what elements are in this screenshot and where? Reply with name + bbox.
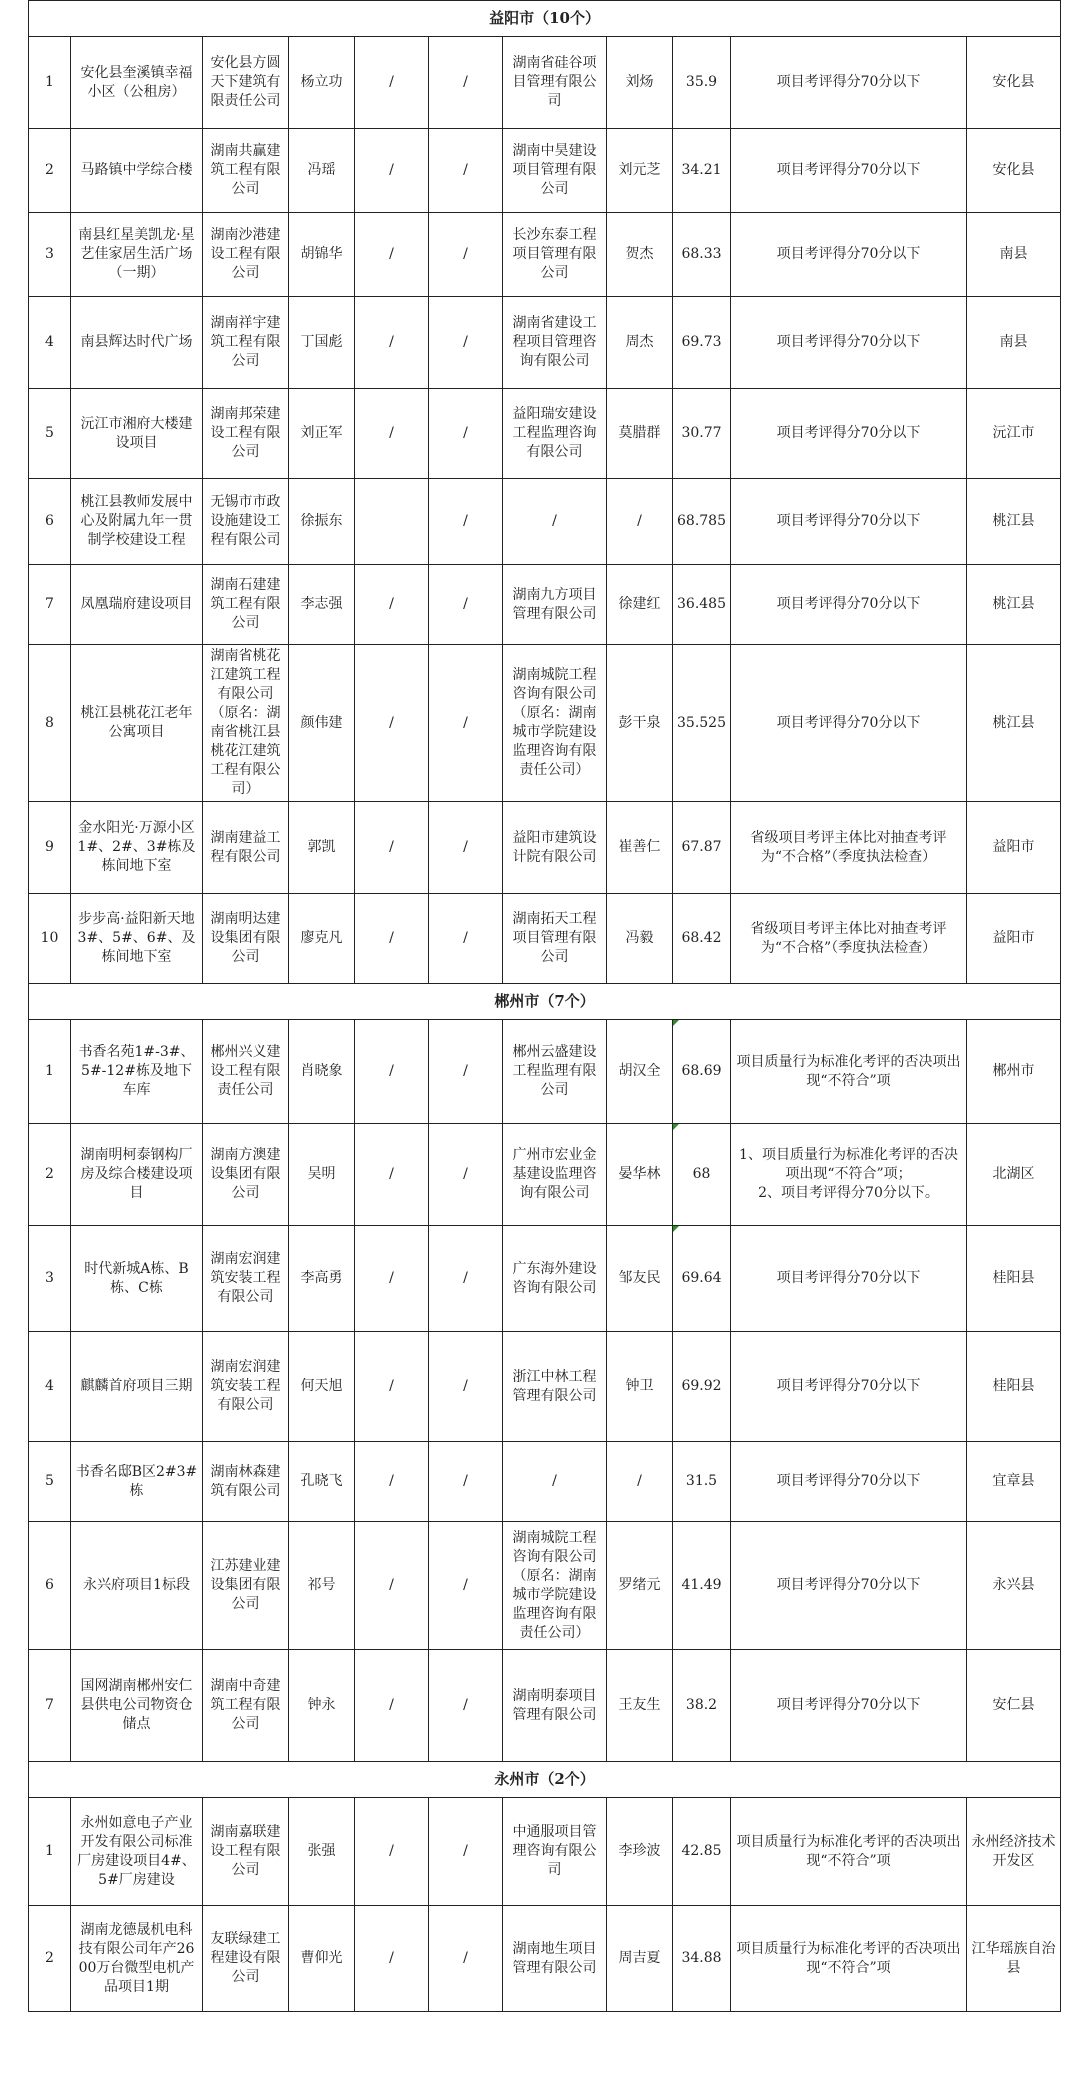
table-cell: 69.92: [673, 1332, 731, 1442]
table-cell: /: [429, 1442, 503, 1522]
section-title: 益阳市（10个）: [29, 1, 1061, 37]
table-cell: 李珍波: [607, 1798, 673, 1906]
table-cell: 钟卫: [607, 1332, 673, 1442]
table-cell: 项目考评得分70分以下: [731, 37, 967, 129]
table-cell: 崔善仁: [607, 802, 673, 894]
table-cell: 6: [29, 1522, 71, 1650]
table-cell: 王友生: [607, 1650, 673, 1762]
table-cell: 彭干泉: [607, 645, 673, 802]
table-cell: 湖南省硅谷项目管理有限公司: [503, 37, 607, 129]
table-cell: 安化县: [967, 129, 1061, 213]
table-cell: /: [355, 1522, 429, 1650]
table-cell: /: [429, 129, 503, 213]
table-cell: 9: [29, 802, 71, 894]
table-cell: 益阳市: [967, 894, 1061, 984]
table-row: [29, 802, 1061, 894]
table-cell: 36.485: [673, 565, 731, 645]
table-cell: 湖南嘉联建设工程有限公司: [203, 1798, 289, 1906]
section-header-row: [29, 1, 1061, 37]
table-cell: 项目考评得分70分以下: [731, 1522, 967, 1650]
table-cell: 42.85: [673, 1798, 731, 1906]
table-cell: 南县辉达时代广场: [71, 297, 203, 389]
table-cell: /: [429, 565, 503, 645]
table-cell: 刘元芝: [607, 129, 673, 213]
table-cell: 刘正军: [289, 389, 355, 479]
table-cell: /: [355, 213, 429, 297]
table-cell: /: [355, 1332, 429, 1442]
table-cell: 4: [29, 297, 71, 389]
table-cell: 68.785: [673, 479, 731, 565]
table-cell: 祁号: [289, 1522, 355, 1650]
table-cell: 邹友民: [607, 1226, 673, 1332]
table-cell: 周杰: [607, 297, 673, 389]
table-cell: 郭凯: [289, 802, 355, 894]
table-row: [29, 1798, 1061, 1906]
table-cell: 时代新城A栋、B栋、C栋: [71, 1226, 203, 1332]
table-cell: 广东海外建设咨询有限公司: [503, 1226, 607, 1332]
table-cell: /: [429, 479, 503, 565]
table-cell: 湖南中奇建筑工程有限公司: [203, 1650, 289, 1762]
table-row: [29, 37, 1061, 129]
table-cell: /: [429, 1650, 503, 1762]
table-cell: 书香名苑1#-3#、5#-12#栋及地下车库: [71, 1020, 203, 1124]
table-cell: /: [429, 1522, 503, 1650]
table-cell: 湖南建益工程有限公司: [203, 802, 289, 894]
table-cell: 30.77: [673, 389, 731, 479]
table-cell: 桃江县桃花江老年公寓项目: [71, 645, 203, 802]
table-cell: 67.87: [673, 802, 731, 894]
table-cell: 1: [29, 1020, 71, 1124]
table-cell: 桂阳县: [967, 1332, 1061, 1442]
table-cell: 5: [29, 1442, 71, 1522]
table-cell: 31.5: [673, 1442, 731, 1522]
table-row: [29, 1906, 1061, 2012]
table-cell: 项目质量行为标准化考评的否决项出现“不符合”项: [731, 1020, 967, 1124]
table-cell: 冯毅: [607, 894, 673, 984]
table-cell: 凤凰瑞府建设项目: [71, 565, 203, 645]
section-header-row: [29, 984, 1061, 1020]
table-cell: 永州经济技术开发区: [967, 1798, 1061, 1906]
table-cell: 项目考评得分70分以下: [731, 389, 967, 479]
table-cell: 益阳市: [967, 802, 1061, 894]
table-cell: 宜章县: [967, 1442, 1061, 1522]
table-cell: 1: [29, 37, 71, 129]
table-cell: 廖克凡: [289, 894, 355, 984]
table-cell: 永兴县: [967, 1522, 1061, 1650]
table-cell: 桂阳县: [967, 1226, 1061, 1332]
table-cell: 10: [29, 894, 71, 984]
table-cell: 湖南方澳建设集团有限公司: [203, 1124, 289, 1226]
table-cell: 34.21: [673, 129, 731, 213]
table-cell: /: [429, 1332, 503, 1442]
table-cell: 8: [29, 645, 71, 802]
table-row: [29, 129, 1061, 213]
table-cell: 麒麟首府项目三期: [71, 1332, 203, 1442]
table-cell: 湖南拓天工程项目管理有限公司: [503, 894, 607, 984]
table-row: [29, 1020, 1061, 1124]
table-cell: /: [355, 802, 429, 894]
table-cell: 2: [29, 129, 71, 213]
table-cell: /: [355, 565, 429, 645]
table-cell: /: [355, 129, 429, 213]
table-cell: /: [355, 645, 429, 802]
table-cell: 安化县方圆天下建筑有限责任公司: [203, 37, 289, 129]
table-cell: 69.73: [673, 297, 731, 389]
table-cell: /: [355, 1906, 429, 2012]
table-cell: /: [503, 1442, 607, 1522]
table-cell: 7: [29, 565, 71, 645]
table-cell: 杨立功: [289, 37, 355, 129]
table-cell: 湖南省建设工程项目管理咨询有限公司: [503, 297, 607, 389]
table-cell: 6: [29, 479, 71, 565]
table-cell: 书香名邸B区2#3#栋: [71, 1442, 203, 1522]
table-cell: 周吉夏: [607, 1906, 673, 2012]
table-cell: 广州市宏业金基建设监理咨询有限公司: [503, 1124, 607, 1226]
table-cell: 项目考评得分70分以下: [731, 129, 967, 213]
table-cell: 湖南城院工程咨询有限公司（原名：湖南城市学院建设监理咨询有限责任公司）: [503, 645, 607, 802]
table-cell: /: [355, 1798, 429, 1906]
table-cell: 68: [673, 1124, 731, 1226]
table-cell: 38.2: [673, 1650, 731, 1762]
table-cell: /: [355, 1020, 429, 1124]
table-cell: 徐振东: [289, 479, 355, 565]
table-cell: 1: [29, 1798, 71, 1906]
section-header-row: [29, 1762, 1061, 1798]
table-cell: 友联绿建工程建设有限公司: [203, 1906, 289, 2012]
table-cell: [355, 479, 429, 565]
table-cell: 浙江中林工程管理有限公司: [503, 1332, 607, 1442]
table-cell: 2: [29, 1124, 71, 1226]
table-cell: 张强: [289, 1798, 355, 1906]
table-cell: 湖南地生项目管理有限公司: [503, 1906, 607, 2012]
table-cell: 刘炀: [607, 37, 673, 129]
table-cell: 永州如意电子产业开发有限公司标准厂房建设项目4#、5#厂房建设: [71, 1798, 203, 1906]
table-cell: 晏华林: [607, 1124, 673, 1226]
table-cell: 项目考评得分70分以下: [731, 1332, 967, 1442]
table-cell: /: [429, 37, 503, 129]
table-cell: 湖南林森建筑有限公司: [203, 1442, 289, 1522]
table-cell: /: [355, 37, 429, 129]
table-cell: 湖南共赢建筑工程有限公司: [203, 129, 289, 213]
table-cell: 北湖区: [967, 1124, 1061, 1226]
table-row: [29, 1650, 1061, 1762]
table-cell: 35.9: [673, 37, 731, 129]
table-cell: 郴州兴义建设工程有限责任公司: [203, 1020, 289, 1124]
table-cell: /: [429, 213, 503, 297]
table-cell: 湖南龙德晟机电科技有限公司年产2600万台微型电机产品项目1期: [71, 1906, 203, 2012]
table-cell: 项目考评得分70分以下: [731, 1442, 967, 1522]
table-cell: /: [607, 1442, 673, 1522]
table-cell: 7: [29, 1650, 71, 1762]
table-cell: /: [355, 1442, 429, 1522]
table-cell: 湖南明柯泰钢构厂房及综合楼建设项目: [71, 1124, 203, 1226]
table-cell: 41.49: [673, 1522, 731, 1650]
table-cell: 颜伟建: [289, 645, 355, 802]
table-row: [29, 1124, 1061, 1226]
table-cell: 项目考评得分70分以下: [731, 213, 967, 297]
table-cell: 益阳市建筑设计院有限公司: [503, 802, 607, 894]
table-cell: 湖南明泰项目管理有限公司: [503, 1650, 607, 1762]
table-row: [29, 645, 1061, 802]
table-cell: 无锡市市政设施建设工程有限公司: [203, 479, 289, 565]
table-cell: 安化县: [967, 37, 1061, 129]
table-cell: 肖晓象: [289, 1020, 355, 1124]
table-cell: 马路镇中学综合楼: [71, 129, 203, 213]
table-cell: 项目考评得分70分以下: [731, 1226, 967, 1332]
table-cell: 南县: [967, 297, 1061, 389]
table-cell: /: [429, 297, 503, 389]
table-cell: 68.42: [673, 894, 731, 984]
table-cell: 李高勇: [289, 1226, 355, 1332]
table-cell: 3: [29, 213, 71, 297]
table-cell: 桃江县: [967, 645, 1061, 802]
table-cell: 李志强: [289, 565, 355, 645]
table-cell: 江华瑶族自治县: [967, 1906, 1061, 2012]
table-cell: 南县: [967, 213, 1061, 297]
table-cell: 胡锦华: [289, 213, 355, 297]
table-cell: 湖南明达建设集团有限公司: [203, 894, 289, 984]
table-cell: 4: [29, 1332, 71, 1442]
table-cell: 湖南城院工程咨询有限公司（原名：湖南城市学院建设监理咨询有限责任公司）: [503, 1522, 607, 1650]
table-cell: /: [429, 1798, 503, 1906]
table-cell: 南县红星美凯龙·星艺佳家居生活广场（一期）: [71, 213, 203, 297]
table-cell: 沅江市: [967, 389, 1061, 479]
table-cell: 中通服项目管理咨询有限公司: [503, 1798, 607, 1906]
table-cell: 项目考评得分70分以下: [731, 297, 967, 389]
table-cell: 湖南中昊建设项目管理有限公司: [503, 129, 607, 213]
table-cell: 国网湖南郴州安仁县供电公司物资仓储点: [71, 1650, 203, 1762]
table-row: [29, 213, 1061, 297]
table-cell: /: [355, 894, 429, 984]
table-cell: 湖南祥宇建筑工程有限公司: [203, 297, 289, 389]
table-cell: 省级项目考评主体比对抽查考评为“不合格”（季度执法检查）: [731, 802, 967, 894]
table-cell: 35.525: [673, 645, 731, 802]
table-cell: 冯瑶: [289, 129, 355, 213]
table-cell: 项目质量行为标准化考评的否决项出现“不符合”项: [731, 1906, 967, 2012]
table-cell: 孔晓飞: [289, 1442, 355, 1522]
table-cell: 钟永: [289, 1650, 355, 1762]
table-cell: 永兴府项目1标段: [71, 1522, 203, 1650]
table-cell: 桃江县: [967, 479, 1061, 565]
table-cell: 徐建红: [607, 565, 673, 645]
table-cell: 省级项目考评主体比对抽查考评为“不合格”（季度执法检查）: [731, 894, 967, 984]
table-cell: 罗绪元: [607, 1522, 673, 1650]
table-cell: 湖南邦荣建设工程有限公司: [203, 389, 289, 479]
table-cell: 湖南省桃花江建筑工程有限公司（原名：湖南省桃江县桃花江建筑工程有限公司）: [203, 645, 289, 802]
table-cell: /: [503, 479, 607, 565]
table-cell: 项目质量行为标准化考评的否决项出现“不符合”项: [731, 1798, 967, 1906]
section-title: 郴州市（7个）: [29, 984, 1061, 1020]
table-cell: 1、项目质量行为标准化考评的否决项出现“不符合”项； 2、项目考评得分70分以下。: [731, 1124, 967, 1226]
table-cell: /: [429, 389, 503, 479]
table-cell: 68.69: [673, 1020, 731, 1124]
table-cell: /: [355, 1124, 429, 1226]
table-row: [29, 1442, 1061, 1522]
project-table: [28, 0, 1061, 2012]
table-row: [29, 1226, 1061, 1332]
table-cell: /: [355, 1226, 429, 1332]
table-cell: 郴州市: [967, 1020, 1061, 1124]
table-cell: 湖南宏润建筑安装工程有限公司: [203, 1226, 289, 1332]
table-cell: 69.64: [673, 1226, 731, 1332]
table-cell: /: [429, 1226, 503, 1332]
table-cell: 沅江市湘府大楼建设项目: [71, 389, 203, 479]
table-cell: 项目考评得分70分以下: [731, 645, 967, 802]
table-cell: 安仁县: [967, 1650, 1061, 1762]
table-cell: 湖南沙港建设工程有限公司: [203, 213, 289, 297]
table-cell: /: [355, 389, 429, 479]
table-cell: /: [429, 1124, 503, 1226]
table-cell: /: [355, 297, 429, 389]
table-cell: 郴州云盛建设工程监理有限公司: [503, 1020, 607, 1124]
table-cell: 丁国彪: [289, 297, 355, 389]
table-cell: /: [607, 479, 673, 565]
table-cell: 湖南九方项目管理有限公司: [503, 565, 607, 645]
table-cell: 湖南石建建筑工程有限公司: [203, 565, 289, 645]
table-cell: 金水阳光·万源小区1#、2#、3#栋及栋间地下室: [71, 802, 203, 894]
table-cell: 胡汉全: [607, 1020, 673, 1124]
table-cell: 安化县奎溪镇幸福小区（公租房）: [71, 37, 203, 129]
section-title: 永州市（2个）: [29, 1762, 1061, 1798]
table-row: [29, 479, 1061, 565]
table-cell: 项目考评得分70分以下: [731, 1650, 967, 1762]
table-cell: 项目考评得分70分以下: [731, 565, 967, 645]
table-row: [29, 565, 1061, 645]
table-row: [29, 297, 1061, 389]
table-cell: 益阳瑞安建设工程监理咨询有限公司: [503, 389, 607, 479]
table-row: [29, 894, 1061, 984]
table-cell: 吴明: [289, 1124, 355, 1226]
table-cell: 34.88: [673, 1906, 731, 2012]
table-cell: /: [429, 1906, 503, 2012]
table-cell: 贺杰: [607, 213, 673, 297]
table-cell: 桃江县: [967, 565, 1061, 645]
table-cell: 莫腊群: [607, 389, 673, 479]
table-cell: 3: [29, 1226, 71, 1332]
table-row: [29, 1522, 1061, 1650]
table-cell: 2: [29, 1906, 71, 2012]
table-cell: /: [429, 802, 503, 894]
table-cell: 何天旭: [289, 1332, 355, 1442]
table-cell: 项目考评得分70分以下: [731, 479, 967, 565]
table-cell: 5: [29, 389, 71, 479]
table-cell: 步步高·益阳新天地3#、5#、6#、及栋间地下室: [71, 894, 203, 984]
table-cell: 曹仰光: [289, 1906, 355, 2012]
table-row: [29, 389, 1061, 479]
table-cell: 长沙东泰工程项目管理有限公司: [503, 213, 607, 297]
table-cell: 桃江县教师发展中心及附属九年一贯制学校建设工程: [71, 479, 203, 565]
table-cell: 68.33: [673, 213, 731, 297]
table-cell: /: [429, 1020, 503, 1124]
table-cell: 湖南宏润建筑安装工程有限公司: [203, 1332, 289, 1442]
table-cell: /: [429, 645, 503, 802]
table-cell: /: [429, 894, 503, 984]
table-cell: /: [355, 1650, 429, 1762]
table-cell: 江苏建业建设集团有限公司: [203, 1522, 289, 1650]
table-row: [29, 1332, 1061, 1442]
